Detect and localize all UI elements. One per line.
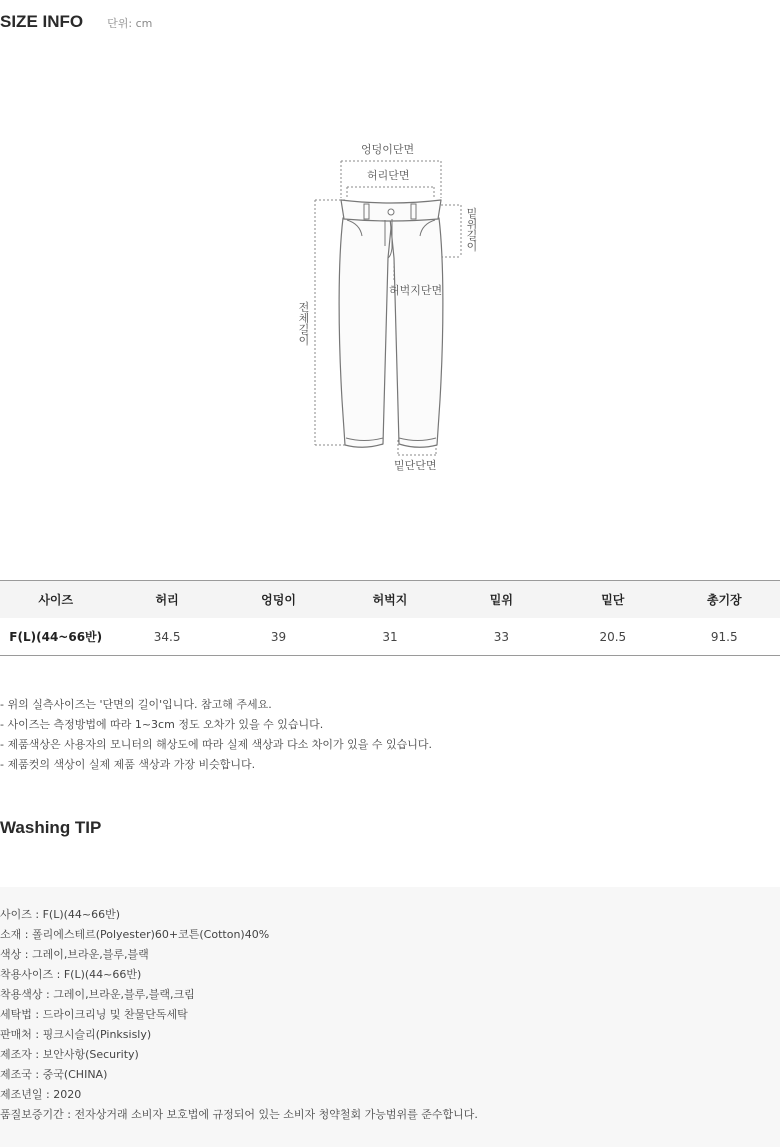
note-item: - 제품색상은 사용자의 모니터의 해상도에 따라 실제 색상과 다소 차이가 있을 수 있습니다. bbox=[0, 738, 432, 751]
unit-label: 단위: cm bbox=[107, 17, 153, 30]
pants-measurement-diagram bbox=[0, 0, 780, 560]
info-model-size: 착용사이즈 : F(L)(44~66반) bbox=[0, 968, 142, 981]
table-cell: 34.5 bbox=[111, 618, 222, 656]
hem-label: 밑단단면 bbox=[394, 459, 437, 472]
size-table bbox=[0, 580, 780, 656]
info-model-color: 착용색상 : 그레이,브라운,블루,블랙,크림 bbox=[0, 988, 195, 1001]
table-header-row bbox=[0, 581, 780, 619]
hip-label: 엉덩이단면 bbox=[361, 143, 415, 156]
pants-illustration bbox=[0, 0, 780, 560]
table-cell: F(L)(44~66반) bbox=[0, 618, 111, 656]
table-header: 허리 bbox=[111, 581, 222, 619]
info-washing-method: 세탁법 : 드라이크리닝 및 찬물단독세탁 bbox=[0, 1008, 188, 1021]
table-header: 엉덩이 bbox=[223, 581, 334, 619]
washing-tip-title: Washing TIP bbox=[0, 818, 102, 837]
table-header: 총기장 bbox=[669, 581, 780, 619]
info-size: 사이즈 : F(L)(44~66반) bbox=[0, 908, 121, 921]
table-header: 밑위 bbox=[446, 581, 557, 619]
table-cell: 91.5 bbox=[669, 618, 780, 656]
info-warranty: 품질보증기간 : 전자상거래 소비자 보호법에 규정되어 있는 소비자 청약철회 가능범위를 준수합니다. bbox=[0, 1108, 478, 1121]
info-seller: 판매처 : 핑크시슬리(Pinksisly) bbox=[0, 1028, 152, 1041]
table-cell: 39 bbox=[223, 618, 334, 656]
table-header: 허벅지 bbox=[334, 581, 445, 619]
info-manufacture-date: 제조년일 : 2020 bbox=[0, 1088, 82, 1101]
thigh-label: 허벅지단면 bbox=[389, 284, 443, 297]
table-cell: 20.5 bbox=[557, 618, 668, 656]
info-color: 색상 : 그레이,브라운,블루,블랙 bbox=[0, 948, 149, 961]
table-cell: 33 bbox=[446, 618, 557, 656]
product-info-list bbox=[0, 905, 478, 1125]
table-row bbox=[0, 618, 780, 656]
size-notes bbox=[0, 695, 780, 775]
table-header: 밑단 bbox=[557, 581, 668, 619]
product-info-box bbox=[0, 887, 780, 1147]
waist-label: 허리단면 bbox=[367, 169, 410, 182]
note-item: - 제품컷의 색상이 실제 제품 색상과 가장 비슷합니다. bbox=[0, 758, 256, 771]
size-info-title: SIZE INFO bbox=[0, 12, 84, 31]
note-item: - 위의 실측사이즈는 '단면의 길이'입니다. 참고해 주세요. bbox=[0, 698, 272, 711]
length-label: 전체길이 bbox=[298, 301, 310, 347]
info-material: 소재 : 폴리에스테르(Polyester)60+코튼(Cotton)40% bbox=[0, 928, 270, 941]
table-header: 사이즈 bbox=[0, 581, 111, 619]
table-cell: 31 bbox=[334, 618, 445, 656]
rise-label: 밑위길이 bbox=[466, 207, 478, 253]
info-country: 제조국 : 중국(CHINA) bbox=[0, 1068, 108, 1081]
info-manufacturer: 제조자 : 보안사항(Security) bbox=[0, 1048, 139, 1061]
note-item: - 사이즈는 측정방법에 따라 1~3cm 정도 오차가 있을 수 있습니다. bbox=[0, 718, 324, 731]
